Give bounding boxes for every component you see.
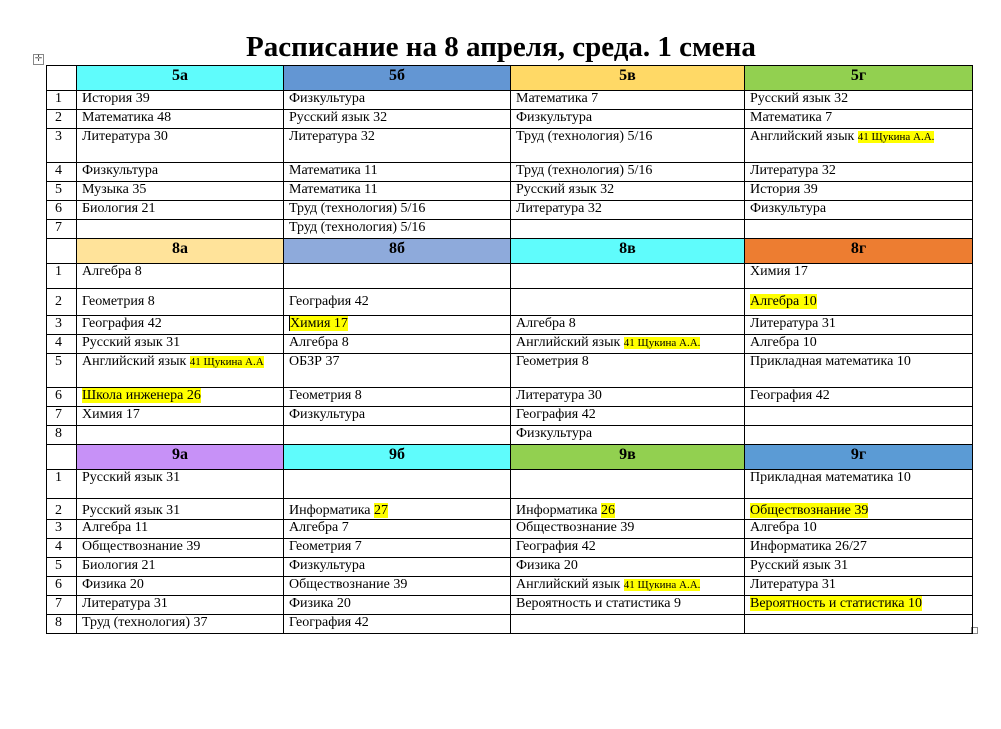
lesson-cell[interactable]: Алгебра 8 xyxy=(77,264,284,289)
class-header-8g: 8г xyxy=(745,239,973,264)
lesson-cell[interactable]: Вероятность и статистика 9 xyxy=(511,596,745,615)
lesson-cell[interactable]: Музыка 35 xyxy=(77,182,284,201)
lesson-cell[interactable]: Химия 17 xyxy=(745,264,973,289)
teacher-note: 41 Щукина А.А. xyxy=(857,131,935,143)
lesson-cell[interactable]: Труд (технология) 5/16 xyxy=(511,129,745,163)
lesson-number: 1 xyxy=(47,470,77,499)
lesson-cell[interactable]: Русский язык 32 xyxy=(745,91,973,110)
lesson-number: 6 xyxy=(47,201,77,220)
lesson-number: 3 xyxy=(47,316,77,335)
lesson-subject: Английский язык xyxy=(750,129,858,144)
lesson-cell[interactable] xyxy=(745,426,973,445)
lesson-cell[interactable] xyxy=(745,129,973,163)
lesson-cell[interactable]: География 42 xyxy=(284,289,511,316)
empty-cell xyxy=(47,445,77,470)
lesson-cell[interactable]: Труд (технология) 37 xyxy=(77,615,284,634)
lesson-cell[interactable]: География 42 xyxy=(511,407,745,426)
table-row xyxy=(47,470,973,499)
class-header-row xyxy=(47,445,973,470)
class-header-8v: 8в xyxy=(511,239,745,264)
lesson-cell[interactable]: Математика 11 xyxy=(284,182,511,201)
lesson-cell[interactable]: Алгебра 10 xyxy=(745,335,973,354)
room-number: 27 xyxy=(374,503,388,518)
table-row xyxy=(47,316,973,335)
empty-cell xyxy=(47,66,77,91)
table-row xyxy=(47,520,973,539)
lesson-cell[interactable] xyxy=(511,220,745,239)
lesson-subject: Информатика xyxy=(516,503,601,518)
class-header-5b: 5б xyxy=(284,66,511,91)
lesson-cell[interactable]: Обществознание 39 xyxy=(77,539,284,558)
lesson-subject: Английский язык xyxy=(516,335,624,350)
lesson-cell[interactable]: Литература 31 xyxy=(745,577,973,596)
lesson-subject: Алгебра 10 xyxy=(750,294,817,309)
lesson-subject: Английский язык xyxy=(82,354,190,369)
lesson-cell[interactable]: Математика 7 xyxy=(511,91,745,110)
lesson-cell[interactable] xyxy=(77,354,284,388)
lesson-cell[interactable] xyxy=(511,499,745,520)
lesson-number: 2 xyxy=(47,289,77,316)
lesson-cell[interactable]: Физкультура xyxy=(511,110,745,129)
class-header-5g: 5г xyxy=(745,66,973,91)
table-row xyxy=(47,499,973,520)
class-header-8a: 8а xyxy=(77,239,284,264)
lesson-cell[interactable]: Литература 32 xyxy=(284,129,511,163)
lesson-cell[interactable]: Геометрия 8 xyxy=(511,354,745,388)
lesson-cell[interactable]: География 42 xyxy=(745,388,973,407)
lesson-cell[interactable]: Физкультура xyxy=(77,163,284,182)
lesson-subject: Английский язык xyxy=(516,577,624,592)
lesson-cell[interactable]: Русский язык 32 xyxy=(511,182,745,201)
lesson-cell[interactable]: Алгебра 8 xyxy=(511,316,745,335)
lesson-cell[interactable] xyxy=(77,426,284,445)
lesson-cell[interactable]: Математика 11 xyxy=(284,163,511,182)
lesson-cell[interactable] xyxy=(284,316,511,335)
lesson-cell[interactable]: Литература 31 xyxy=(77,596,284,615)
table-row xyxy=(47,220,973,239)
lesson-cell[interactable] xyxy=(284,499,511,520)
lesson-number: 1 xyxy=(47,91,77,110)
lesson-cell[interactable]: Литература 32 xyxy=(511,201,745,220)
lesson-cell[interactable]: История 39 xyxy=(745,182,973,201)
lesson-cell[interactable]: Геометрия 8 xyxy=(77,289,284,316)
lesson-cell[interactable]: Прикладная математика 10 xyxy=(745,470,973,499)
lesson-number: 7 xyxy=(47,407,77,426)
lesson-cell[interactable] xyxy=(511,470,745,499)
lesson-cell[interactable] xyxy=(77,220,284,239)
table-row xyxy=(47,354,973,388)
lesson-cell[interactable]: Труд (технология) 5/16 xyxy=(284,220,511,239)
lesson-cell[interactable] xyxy=(511,615,745,634)
lesson-cell[interactable]: Геометрия 7 xyxy=(284,539,511,558)
lesson-number: 4 xyxy=(47,163,77,182)
lesson-subject: Обществознание 39 xyxy=(750,503,869,518)
lesson-cell[interactable] xyxy=(745,615,973,634)
lesson-number: 6 xyxy=(47,388,77,407)
table-row xyxy=(47,596,973,615)
class-header-5v: 5в xyxy=(511,66,745,91)
lesson-cell[interactable]: Математика 48 xyxy=(77,110,284,129)
lesson-cell[interactable]: История 39 xyxy=(77,91,284,110)
lesson-cell[interactable]: Физкультура xyxy=(284,407,511,426)
table-row xyxy=(47,201,973,220)
lesson-cell[interactable]: Физкультура xyxy=(745,201,973,220)
lesson-cell[interactable]: География 42 xyxy=(284,615,511,634)
class-header-9a: 9а xyxy=(77,445,284,470)
lesson-cell[interactable]: Физкультура xyxy=(284,91,511,110)
class-header-8b: 8б xyxy=(284,239,511,264)
lesson-cell[interactable] xyxy=(745,407,973,426)
class-header-row xyxy=(47,239,973,264)
lesson-cell[interactable]: Алгебра 11 xyxy=(77,520,284,539)
lesson-cell[interactable]: Физика 20 xyxy=(77,577,284,596)
lesson-number: 3 xyxy=(47,520,77,539)
empty-cell xyxy=(47,239,77,264)
table-row xyxy=(47,182,973,201)
table-row xyxy=(47,388,973,407)
table-row xyxy=(47,426,973,445)
lesson-cell[interactable]: Обществознание 39 xyxy=(511,520,745,539)
lesson-cell[interactable] xyxy=(284,426,511,445)
lesson-number: 5 xyxy=(47,182,77,201)
lesson-number: 7 xyxy=(47,220,77,239)
lesson-cell[interactable]: География 42 xyxy=(511,539,745,558)
lesson-cell[interactable]: Русский язык 31 xyxy=(77,470,284,499)
teacher-note: 41 Щукина А.А. xyxy=(623,579,701,591)
lesson-number: 1 xyxy=(47,264,77,289)
table-row xyxy=(47,335,973,354)
lesson-cell[interactable] xyxy=(745,499,973,520)
lesson-number: 5 xyxy=(47,354,77,388)
lesson-cell[interactable]: Литература 31 xyxy=(745,316,973,335)
lesson-cell[interactable] xyxy=(745,220,973,239)
lesson-number: 2 xyxy=(47,110,77,129)
lesson-cell[interactable]: Геометрия 8 xyxy=(284,388,511,407)
table-row xyxy=(47,264,973,289)
lesson-cell[interactable] xyxy=(511,289,745,316)
lesson-cell[interactable]: Труд (технология) 5/16 xyxy=(511,163,745,182)
lesson-number: 3 xyxy=(47,129,77,163)
lesson-cell[interactable]: Прикладная математика 10 xyxy=(745,354,973,388)
lesson-cell[interactable]: Труд (технология) 5/16 xyxy=(284,201,511,220)
table-row xyxy=(47,577,973,596)
table-row xyxy=(47,615,973,634)
lesson-number: 2 xyxy=(47,499,77,520)
lesson-cell[interactable]: Биология 21 xyxy=(77,201,284,220)
lesson-cell[interactable] xyxy=(77,388,284,407)
page-title: Расписание на 8 апреля, среда. 1 смена xyxy=(246,31,756,63)
class-header-9g: 9г xyxy=(745,445,973,470)
table-row xyxy=(47,163,973,182)
table-move-handle-icon[interactable]: ✛ xyxy=(34,54,43,64)
lesson-cell[interactable] xyxy=(745,596,973,615)
schedule-table xyxy=(46,65,973,634)
table-row xyxy=(47,407,973,426)
lesson-cell[interactable] xyxy=(284,470,511,499)
lesson-cell[interactable]: География 42 xyxy=(77,316,284,335)
room-number: 26 xyxy=(601,503,615,518)
lesson-cell[interactable] xyxy=(511,335,745,354)
lesson-cell[interactable]: Физика 20 xyxy=(284,596,511,615)
teacher-note: 41 Щукина А.А xyxy=(189,356,264,368)
lesson-subject: Вероятность и статистика 10 xyxy=(750,596,922,611)
lesson-cell[interactable]: Русский язык 31 xyxy=(77,335,284,354)
lesson-subject: Школа инженера 26 xyxy=(82,388,201,403)
lesson-cell[interactable]: Алгебра 10 xyxy=(745,520,973,539)
lesson-number: 6 xyxy=(47,577,77,596)
lesson-cell[interactable]: ОБЗР 37 xyxy=(284,354,511,388)
lesson-cell[interactable]: Русский язык 31 xyxy=(745,558,973,577)
table-row xyxy=(47,91,973,110)
lesson-cell[interactable]: Математика 7 xyxy=(745,110,973,129)
lesson-cell[interactable]: Информатика 26/27 xyxy=(745,539,973,558)
table-row xyxy=(47,289,973,316)
lesson-number: 4 xyxy=(47,335,77,354)
table-row xyxy=(47,539,973,558)
lesson-cell[interactable]: Биология 21 xyxy=(77,558,284,577)
lesson-cell[interactable] xyxy=(284,264,511,289)
lesson-cell[interactable] xyxy=(511,264,745,289)
lesson-cell[interactable]: Физкультура xyxy=(284,558,511,577)
lesson-cell[interactable]: Литература 30 xyxy=(511,388,745,407)
class-header-5a: 5а xyxy=(77,66,284,91)
lesson-cell[interactable]: Литература 30 xyxy=(77,129,284,163)
class-header-9b: 9б xyxy=(284,445,511,470)
lesson-subject: Информатика xyxy=(289,503,374,518)
lesson-subject: Химия 17 xyxy=(290,316,348,331)
lesson-number: 8 xyxy=(47,426,77,445)
lesson-number: 7 xyxy=(47,596,77,615)
table-row xyxy=(47,110,973,129)
lesson-cell[interactable]: Химия 17 xyxy=(77,407,284,426)
lesson-cell[interactable]: Физкультура xyxy=(511,426,745,445)
lesson-cell[interactable]: Алгебра 8 xyxy=(284,335,511,354)
lesson-cell[interactable]: Алгебра 7 xyxy=(284,520,511,539)
table-row xyxy=(47,129,973,163)
teacher-note: 41 Щукина А.А. xyxy=(623,337,701,349)
lesson-cell[interactable]: Русский язык 31 xyxy=(77,499,284,520)
class-header-9v: 9в xyxy=(511,445,745,470)
class-header-row xyxy=(47,66,973,91)
lesson-number: 4 xyxy=(47,539,77,558)
lesson-cell[interactable]: Литература 32 xyxy=(745,163,973,182)
table-row xyxy=(47,558,973,577)
lesson-number: 8 xyxy=(47,615,77,634)
lesson-cell[interactable]: Обществознание 39 xyxy=(284,577,511,596)
lesson-cell[interactable]: Физика 20 xyxy=(511,558,745,577)
lesson-cell[interactable] xyxy=(745,289,973,316)
lesson-cell[interactable]: Русский язык 32 xyxy=(284,110,511,129)
lesson-number: 5 xyxy=(47,558,77,577)
lesson-cell[interactable] xyxy=(511,577,745,596)
